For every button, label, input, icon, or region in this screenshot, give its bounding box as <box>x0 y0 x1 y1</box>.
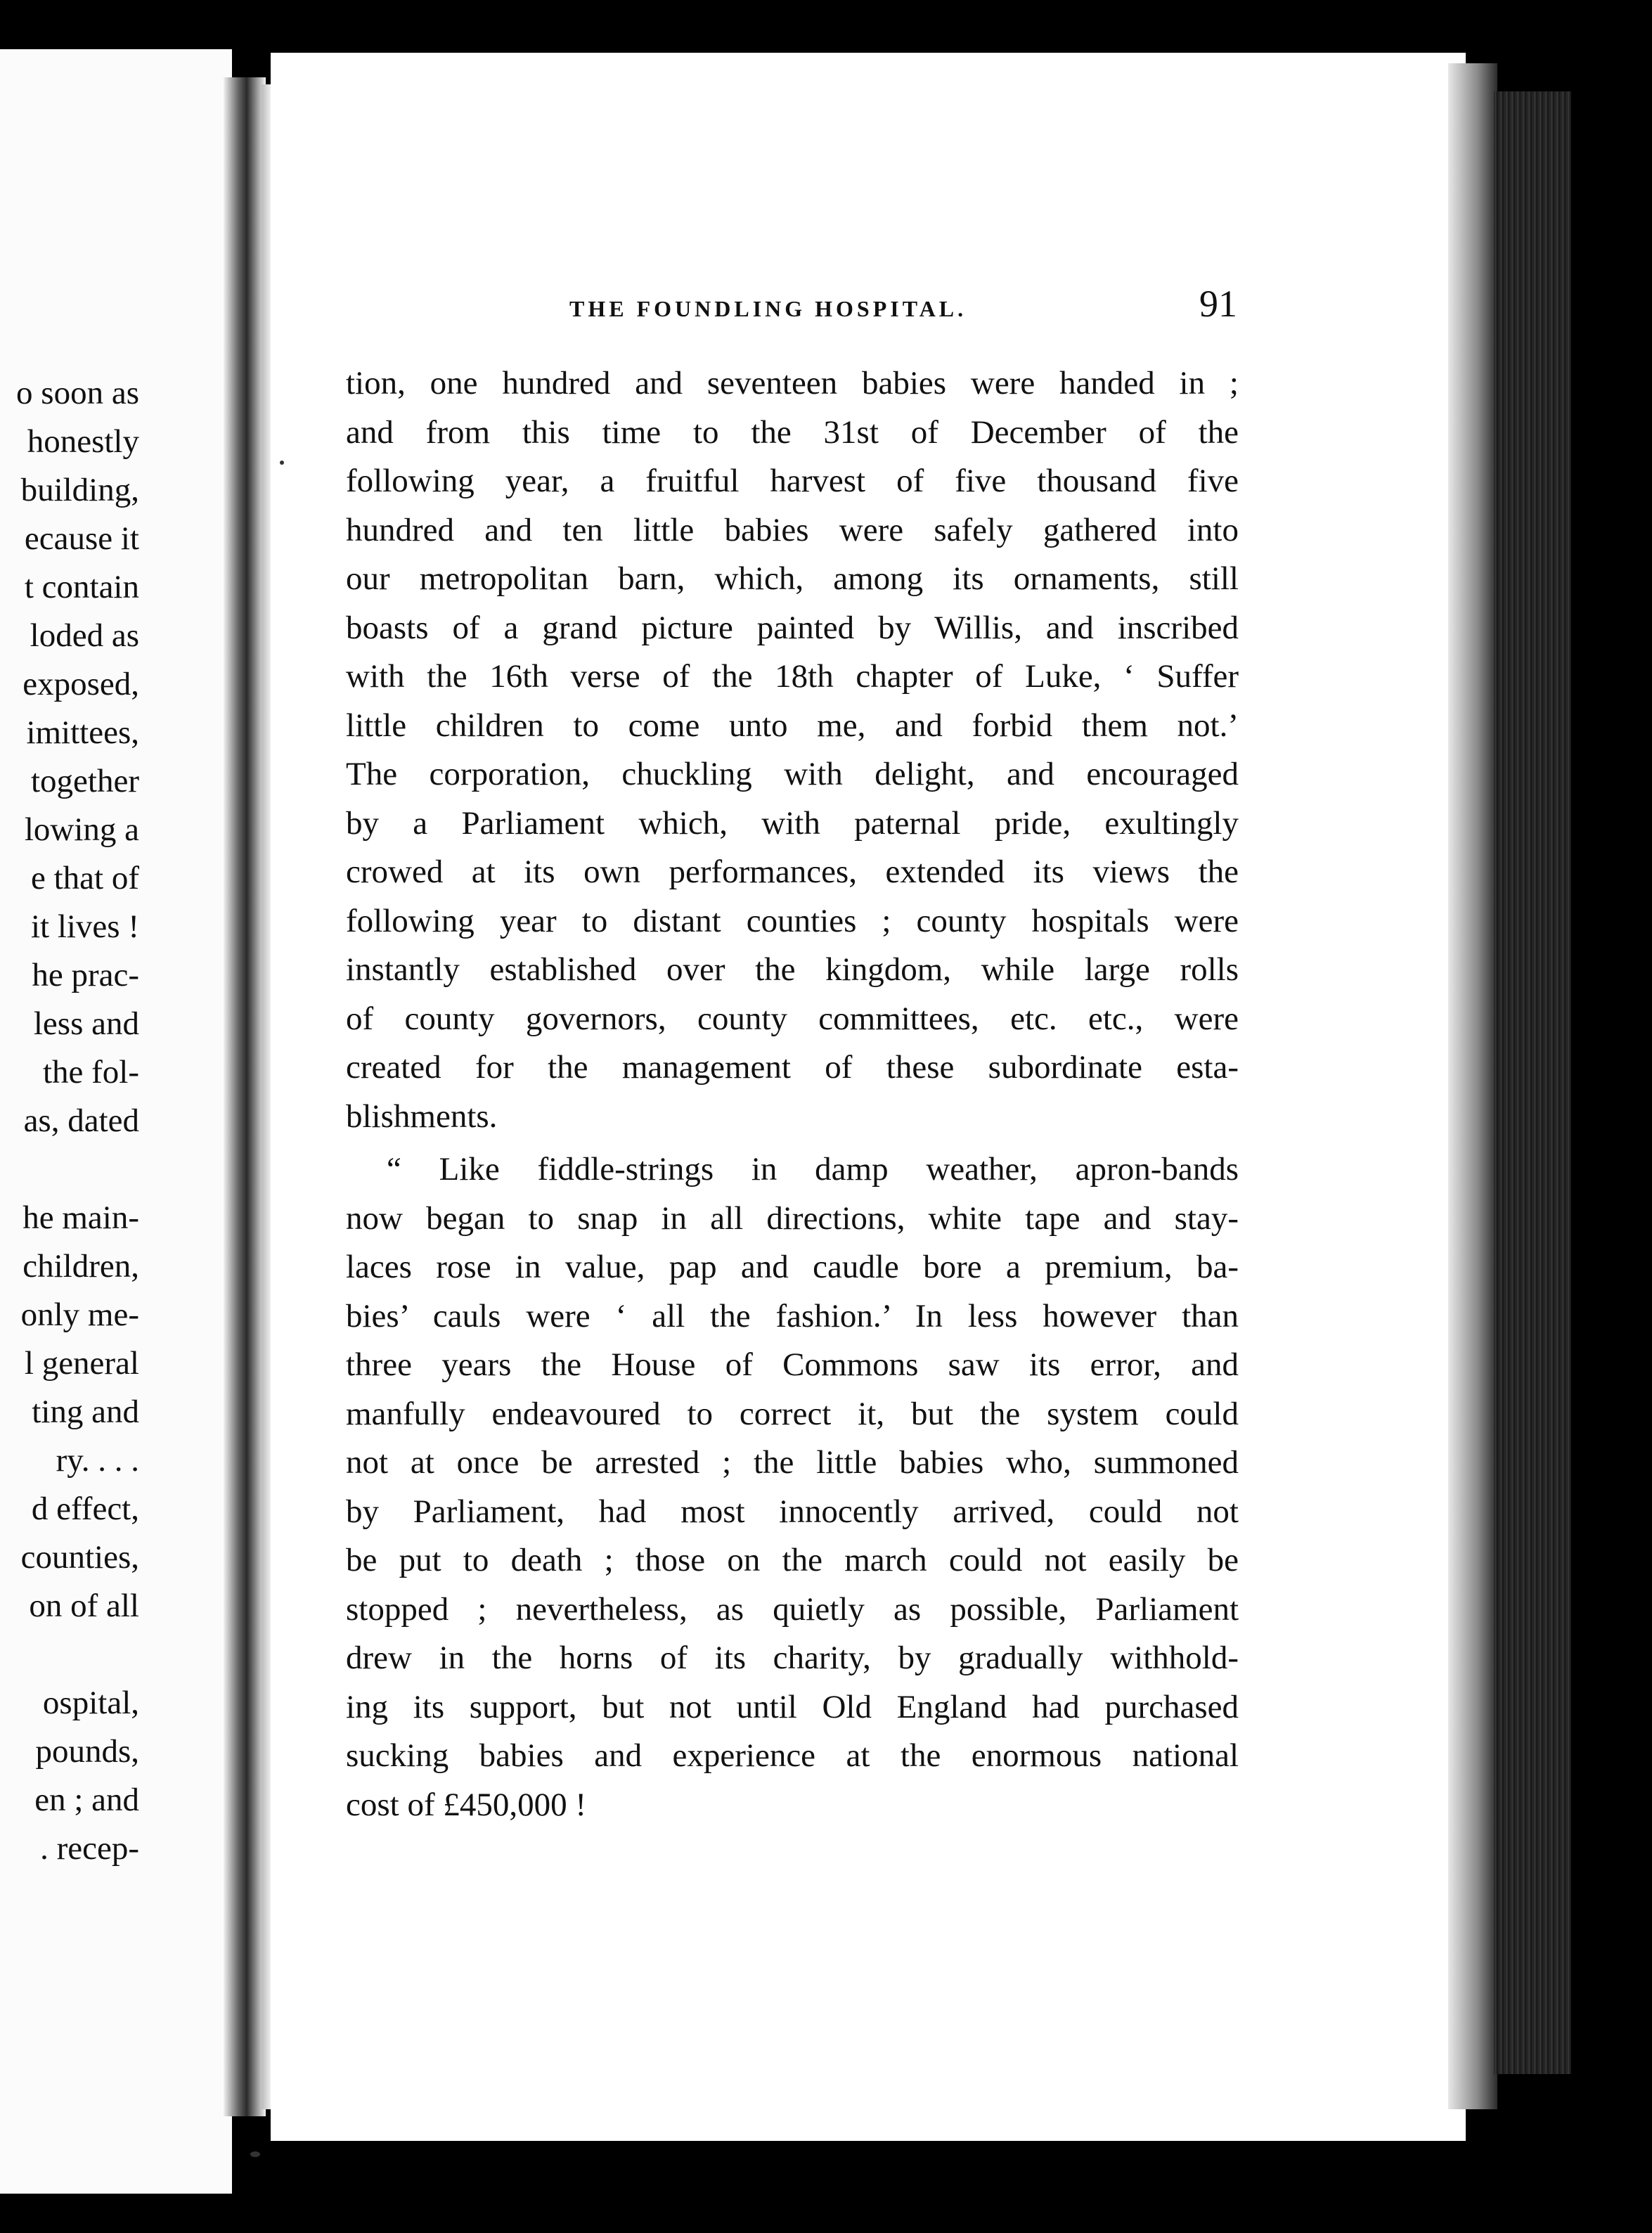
left-line: ry. . . . <box>56 1442 139 1479</box>
left-line: en ; and <box>34 1782 139 1818</box>
running-title: THE FOUNDLING HOSPITAL. <box>569 296 967 321</box>
text-line: cost of £450,000 ! <box>346 1786 587 1823</box>
text-line: of county governors, county committees, etc. etc., were <box>346 1000 1239 1037</box>
left-line: as, dated <box>23 1102 139 1139</box>
text-line: little children to come unto me, and forbid them not.’ <box>346 707 1239 744</box>
left-line: the fol- <box>42 1054 139 1090</box>
left-line: l general <box>24 1345 139 1382</box>
text-line: bies’ cauls were ‘ all the fashion.’ In less however than <box>346 1297 1239 1334</box>
left-line: d effect, <box>31 1491 139 1527</box>
page-block-edge <box>1494 91 1571 2074</box>
left-line: o soon as <box>16 375 139 411</box>
paragraph-1 <box>346 359 1239 1141</box>
ink-speck <box>250 2151 260 2157</box>
left-line: children, <box>22 1248 139 1285</box>
left-page-text <box>0 369 139 1873</box>
text-line: blishments. <box>346 1098 498 1135</box>
text-line: created for the management of these subordinate esta- <box>346 1049 1239 1086</box>
text-line: our metropolitan barn, which, among its ornaments, still <box>346 560 1239 597</box>
left-line: ospital, <box>42 1685 139 1721</box>
text-line: The corporation, chuckling with delight, and encouraged <box>346 756 1239 792</box>
text-line: sucking babies and experience at the enormous national <box>346 1737 1239 1774</box>
left-line: loded as <box>30 617 139 654</box>
left-line: building, <box>20 472 139 508</box>
text-line: with the 16th verse of the 18th chapter of Luke, ‘ Suffer <box>346 658 1239 695</box>
left-line: only me- <box>20 1296 139 1333</box>
text-line: now began to snap in all directions, white tape and stay- <box>346 1199 1239 1237</box>
text-line: “ Like fiddle-strings in damp weather, apron-bands <box>387 1151 1239 1188</box>
left-line: pounds, <box>35 1733 139 1770</box>
left-line: ting and <box>32 1394 139 1430</box>
text-line: three years the House of Commons saw its error, and <box>346 1346 1239 1383</box>
ink-speck <box>280 461 284 465</box>
left-line: less and <box>33 1005 139 1042</box>
page-edge-shadow <box>1448 63 1497 2109</box>
text-line: instantly established over the kingdom, while large rolls <box>346 951 1239 988</box>
text-line: hundred and ten little babies were safely gathered into <box>346 511 1239 548</box>
left-line: . recep- <box>40 1830 139 1867</box>
left-line: he prac- <box>32 957 139 993</box>
left-line: lowing a <box>24 811 139 848</box>
text-line: boasts of a grand picture painted by Willis, and inscribed <box>346 609 1239 646</box>
text-line: not at once be arrested ; the little babies who, summoned <box>346 1444 1239 1481</box>
text-line: manfully endeavoured to correct it, but the system could <box>346 1395 1239 1432</box>
text-line: and from this time to the 31st of December of the <box>346 413 1239 451</box>
text-line: tion, one hundred and seventeen babies were handed in ; <box>346 365 1239 401</box>
body-text <box>346 359 1239 1829</box>
left-line: together <box>31 763 139 799</box>
left-page <box>0 49 232 2194</box>
text-line: by Parliament, had most innocently arrived, could not <box>346 1493 1239 1530</box>
text-line: laces rose in value, pap and caudle bore a premium, ba- <box>346 1249 1239 1285</box>
text-line: drew in the horns of its charity, by gradually withhold- <box>346 1640 1239 1676</box>
left-line: on of all <box>29 1588 139 1624</box>
left-line: he main- <box>22 1199 139 1236</box>
left-line: e that of <box>31 860 139 896</box>
left-paragraph-gap <box>0 1145 139 1194</box>
text-line: following year, a fruitful harvest of five thousand five <box>346 463 1239 499</box>
left-paragraph-gap <box>0 1630 139 1679</box>
page-number: 91 <box>1199 283 1237 325</box>
text-line: stopped ; nevertheless, as quietly as possible, Parliament <box>346 1590 1239 1628</box>
left-line: imittees, <box>26 714 139 751</box>
left-line: exposed, <box>22 666 139 702</box>
left-line: counties, <box>20 1539 139 1576</box>
left-line: honestly <box>27 423 139 460</box>
book-gutter <box>224 77 266 2116</box>
page-header <box>569 283 1237 333</box>
left-line: it lives ! <box>30 908 139 945</box>
left-line: ecause it <box>24 520 139 557</box>
paragraph-2 <box>346 1145 1239 1829</box>
text-line: by a Parliament which, with paternal pride, exultingly <box>346 804 1239 842</box>
left-line: t contain <box>24 569 139 605</box>
text-line: ing its support, but not until Old England had purchased <box>346 1688 1239 1725</box>
text-line: be put to death ; those on the march could not easily be <box>346 1542 1239 1578</box>
text-line: crowed at its own performances, extended its views the <box>346 854 1239 890</box>
text-line: following year to distant counties ; county hospitals were <box>346 902 1239 939</box>
